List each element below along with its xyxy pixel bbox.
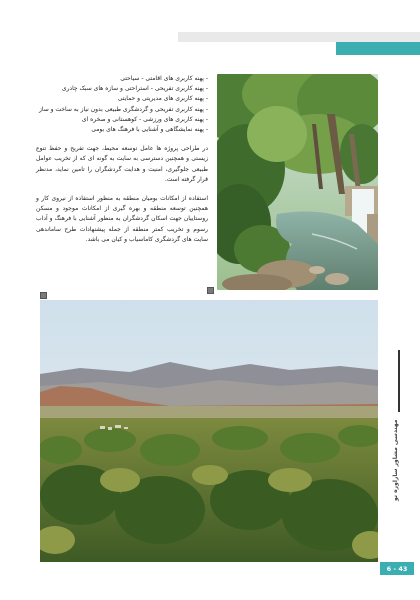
list-item: - پهنه کاربری تفریحی - استراحتی و سازه های سبک چادری — [61, 85, 208, 93]
photo-marker-icon — [40, 292, 47, 299]
list-item: - پهنه کاربری تفریحی و گردشگری طبیعی بدون نیاز به ساخت و ساز — [38, 105, 208, 113]
header-accent-bar — [336, 42, 420, 55]
list-item: - پهنه کاربری های ورزشی - کوهستانی و صخره ای — [81, 115, 208, 123]
list-item: - پهنه کاربری های اقامتی - سیاحتی — [120, 75, 208, 82]
page-number-badge: 6 - 43 — [380, 562, 414, 575]
photo-marker-icon — [207, 287, 214, 294]
paragraph-local-resources: استفاده از امکانات بومیان منطقه به منظور استفاده از نیروی کار و همچنین توسعه منطقه و بهره گیری از امکانات موجود و مسکن روستاییان جهت اسکان گردشگران به منظور آشنایی با فرهنگ و آداب رسوم و تخریب کمتر منطقه از جمله پیشنهادات طرح ساماندهی سایت های گردشگری کاماسیاب و کیان می باشد. — [36, 195, 208, 243]
running-title: مهندسی مشاور ساراوره نو — [392, 420, 399, 502]
side-rule — [398, 350, 400, 412]
list-item: - پهنه کاربری های مدیریتی و حمایتی — [117, 95, 208, 103]
header-strip — [178, 32, 420, 42]
list-item: - پهنه نمایشگاهی و آشنایی با فرهنگ های بومی — [91, 126, 208, 134]
usage-zone-list — [36, 74, 208, 135]
paragraph-design: در طراحی پروژه ها عامل توسعه محیط، جهت تفریح و حفظ تنوع زیستی و همچنین دسترسی به سایت به گونه ای که از تخریب عوامل طبیعی جلوگیری، امنیت و هدایت گردشگران را تامین نماید، مدنظر قرار گرفته است. — [36, 145, 208, 183]
stream-photo — [217, 74, 378, 290]
valley-landscape-photo — [40, 300, 378, 562]
text-column — [36, 74, 208, 245]
